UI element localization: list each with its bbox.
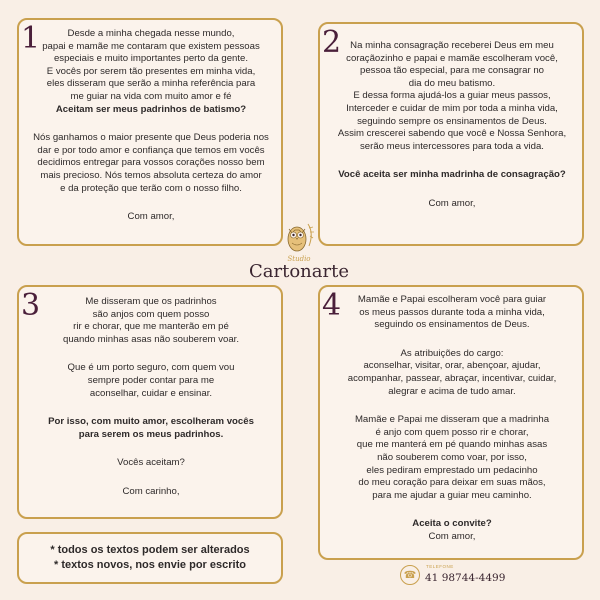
- phone-icon: ☎: [400, 565, 420, 585]
- card-4-text: [321, 294, 583, 544]
- brand-small-text: Studio: [287, 255, 311, 263]
- text-line: especiais e muito importantes perto da gente.: [53, 53, 249, 65]
- text-line: papai e mamãe me contaram que existem pessoas: [42, 40, 260, 52]
- text-line: Mamãe e Papai escolheram você para guiar: [357, 294, 547, 305]
- question-line: Aceitam ser meus padrinhos de batismo?: [55, 103, 247, 115]
- signoff-line: Com amor,: [428, 197, 476, 209]
- text-line: aconselhar, cuidar e ensinar.: [89, 387, 213, 399]
- note-text: [17, 532, 283, 584]
- text-line: decidimos entregar para vossos corações nosso bem: [37, 157, 265, 169]
- text-line: pessoa tão especial, para me consagrar no: [360, 65, 544, 77]
- card-2-text: [321, 40, 583, 211]
- phone-caption: TELEFONE: [426, 564, 454, 569]
- text-line: Nós ganhamos o maior presente que Deus poderia nos: [33, 132, 269, 144]
- card-number: 2: [322, 25, 342, 60]
- note-line: * todos os textos podem ser alterados: [50, 544, 250, 556]
- text-line: os meus passos durante toda a minha vida,: [359, 306, 545, 318]
- card-number: 3: [21, 288, 41, 323]
- text-line: Que é um porto seguro, com quem vou: [67, 362, 235, 374]
- text-line: Assim crescerei sabendo que você e Nossa Senhora,: [337, 128, 567, 140]
- text-line: serão meus intercessores para toda a vida.: [360, 140, 544, 152]
- text-line: que me manterá em pé quando minhas asas: [356, 439, 548, 451]
- card-1-text: [20, 28, 282, 224]
- brand-name: Cartonarte: [249, 261, 349, 282]
- owl-logo-icon: [284, 222, 314, 254]
- text-line: dia do meu batismo.: [408, 77, 496, 89]
- text-line: Vocês aceitam?: [117, 457, 185, 469]
- text-line: aconselhar, visitar, orar, abençoar, ajudar,: [363, 360, 541, 372]
- text-line: As atribuições do cargo:: [400, 347, 504, 359]
- text-line: para me ajudar a guiar meu caminho.: [372, 489, 532, 501]
- signoff-line: Com amor,: [428, 530, 476, 542]
- text-line: quando minhas asas não souberem voar.: [63, 333, 239, 345]
- brand-logo: [246, 222, 352, 288]
- question-line: para serem os meus padrinhos.: [78, 428, 224, 440]
- text-line: do meu coração para deixar em suas mãos,: [358, 477, 546, 489]
- text-line: E vocês por serem tão presentes em minha vida,: [46, 65, 256, 77]
- phone-contact: [400, 562, 510, 590]
- text-line: alegrar e acima de tudo amar.: [388, 385, 516, 397]
- text-line: seguindo os ensinamentos de Deus.: [374, 319, 530, 331]
- text-line: seguindo sempre os ensinamentos de Deus.: [357, 115, 547, 127]
- text-line: sempre poder contar para me: [87, 374, 215, 386]
- text-line: é anjo com quem posso rir e chorar,: [375, 426, 529, 438]
- card-number: 4: [322, 288, 342, 323]
- question-line: Você aceita ser minha madrinha de consagração?: [338, 169, 566, 181]
- text-line: acompanhar, passear, abraçar, incentivar, cuidar,: [347, 372, 557, 384]
- text-line: E dessa forma ajudá-los a guiar meus passos,: [353, 90, 551, 102]
- question-line: Aceita o convite?: [412, 518, 492, 530]
- text-line: Me disseram que os padrinhos: [85, 296, 217, 307]
- text-line: não souberem como voar, por isso,: [377, 451, 527, 463]
- text-line: mais precioso. Nós temos absoluta certeza do amor: [40, 169, 262, 181]
- text-line: eles pediram emprestado um pedacinho: [366, 464, 538, 476]
- text-line: Interceder e cuidar de mim por toda a minha vida,: [346, 102, 558, 114]
- text-line: Mamãe e Papai me disseram que a madrinha: [354, 414, 550, 426]
- text-line: me guiar na vida com muito amor e fé: [70, 90, 232, 102]
- text-line: Desde a minha chegada nesse mundo,: [67, 28, 235, 39]
- card-3-text: [20, 296, 282, 499]
- text-line: Na minha consagração receberei Deus em meu: [350, 40, 554, 51]
- phone-number: 41 98744-4499: [425, 572, 506, 584]
- text-line: são anjos com quem posso: [92, 308, 210, 320]
- note-line: * textos novos, nos envie por escrito: [54, 559, 246, 571]
- text-line: eles disseram que serão a minha referência para: [46, 78, 256, 90]
- text-line: dar e por todo amor e confiança que temos em vocês: [37, 144, 265, 156]
- text-line: rir e chorar, que me manterão em pé: [73, 321, 229, 333]
- signoff-line: Com amor,: [127, 211, 175, 223]
- card-number: 1: [21, 21, 41, 56]
- text-line: coraçãozinho e papai e mamãe escolheram você,: [346, 52, 558, 64]
- question-line: Por isso, com muito amor, escolheram vocês: [48, 416, 254, 428]
- signoff-line: Com carinho,: [122, 485, 180, 497]
- text-line: e da proteção que terão com o nosso filho.: [60, 182, 242, 194]
